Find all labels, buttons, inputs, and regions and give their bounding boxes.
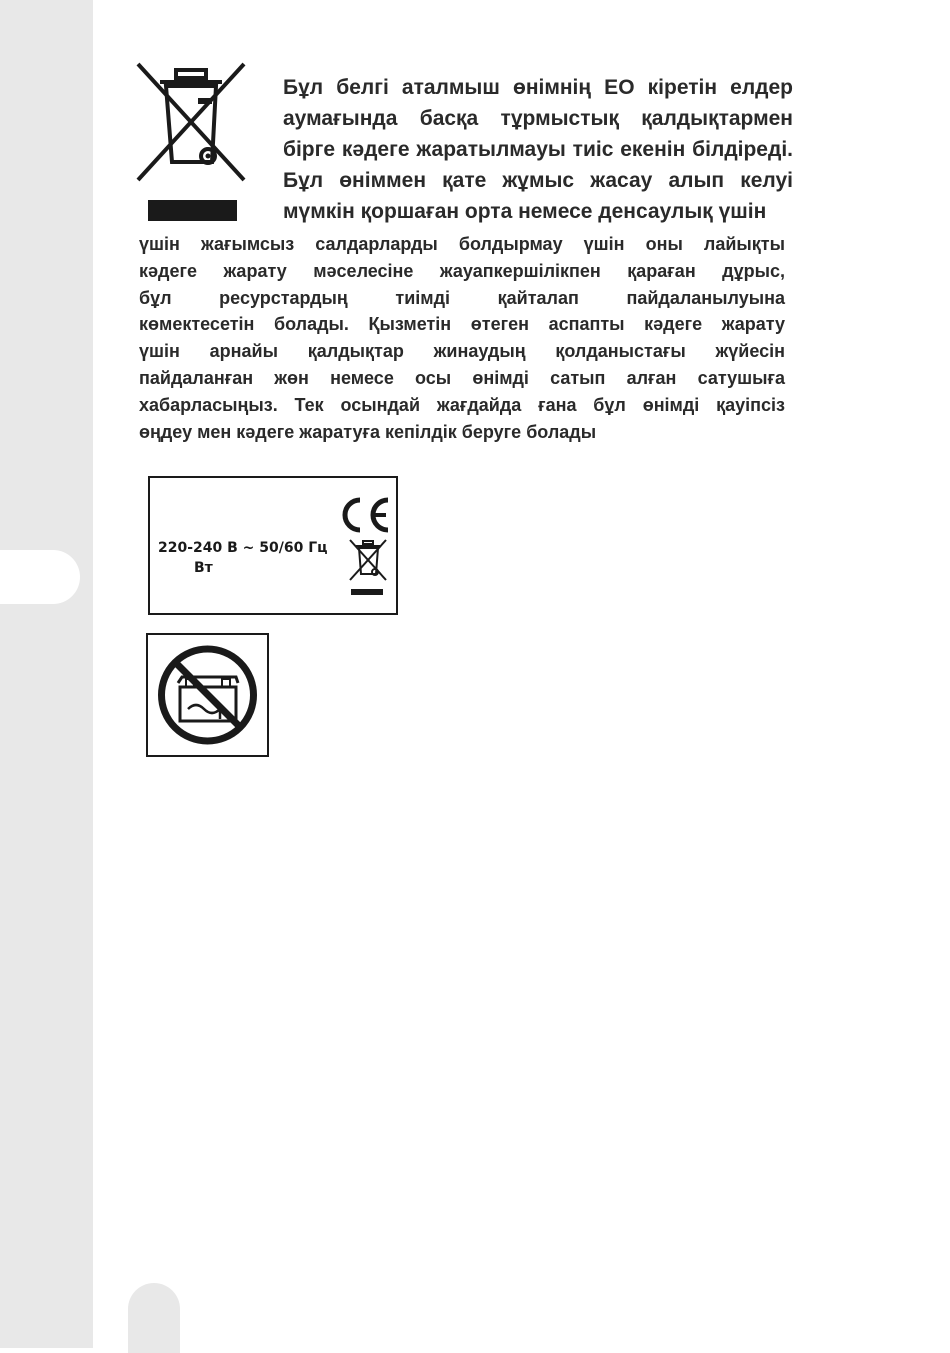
power-rating: Вт: [194, 560, 213, 576]
text-line: кәдеге жарату мәселесіне жауапкершілікпен қараған дұрыс,: [139, 260, 785, 281]
weee-underline-bar: [351, 589, 383, 595]
text-line: өңдеу мен кәдеге жаратуға кепілдік беруге болады: [139, 421, 597, 442]
text-line: аумағында басқа тұрмыстық қалдықтармен: [283, 107, 793, 130]
text-line: бірге кәдеге жаратылмауы тиіс екенін білдіреді.: [283, 138, 793, 161]
left-margin-strip: [0, 0, 93, 1348]
text-line: үшін арнайы қалдықтар жинаудың қолданыстағы жүйесін: [139, 341, 785, 362]
text-line: хабарласыңыз. Тек осындай жағдайда ғана бұл өнімді қауіпсіз: [139, 394, 785, 415]
voltage-rating: 220-240 В ~ 50/60 Гц: [158, 540, 328, 556]
text-line: үшін жағымсыз салдарларды болдырмау үшін оны лайықты: [139, 234, 785, 254]
crossed-out-wheelie-bin-icon: [348, 538, 388, 582]
text-line: бұл ресурстардың тиімді қайталап пайдаланылуына: [139, 287, 785, 308]
disposal-body-text: [139, 231, 785, 445]
bottom-tab: [128, 1283, 180, 1353]
disposal-intro-text: [283, 72, 793, 227]
ce-mark-icon: [336, 496, 392, 534]
text-line: пайдаланған жөн немесе осы өнімді сатып алған сатушыға: [139, 367, 785, 388]
text-line: Бұл өніммен қате жұмыс жасау алып келуі: [283, 169, 793, 192]
rating-label: [148, 476, 398, 615]
weee-underline-bar: [148, 200, 237, 221]
text-line: Бұл белгі аталмыш өнімнің ЕО кіретін елдер: [283, 76, 793, 99]
do-not-wash-symbol: [146, 633, 269, 757]
do-not-wash-icon: [156, 643, 259, 747]
crossed-out-wheelie-bin-icon: [136, 62, 246, 186]
side-tab: [0, 550, 80, 604]
text-line: мүмкін қоршаған орта немесе денсаулық үшін: [283, 200, 767, 223]
text-line: көмектесетін болады. Қызметін өтеген аспапты кәдеге жарату: [139, 314, 785, 335]
